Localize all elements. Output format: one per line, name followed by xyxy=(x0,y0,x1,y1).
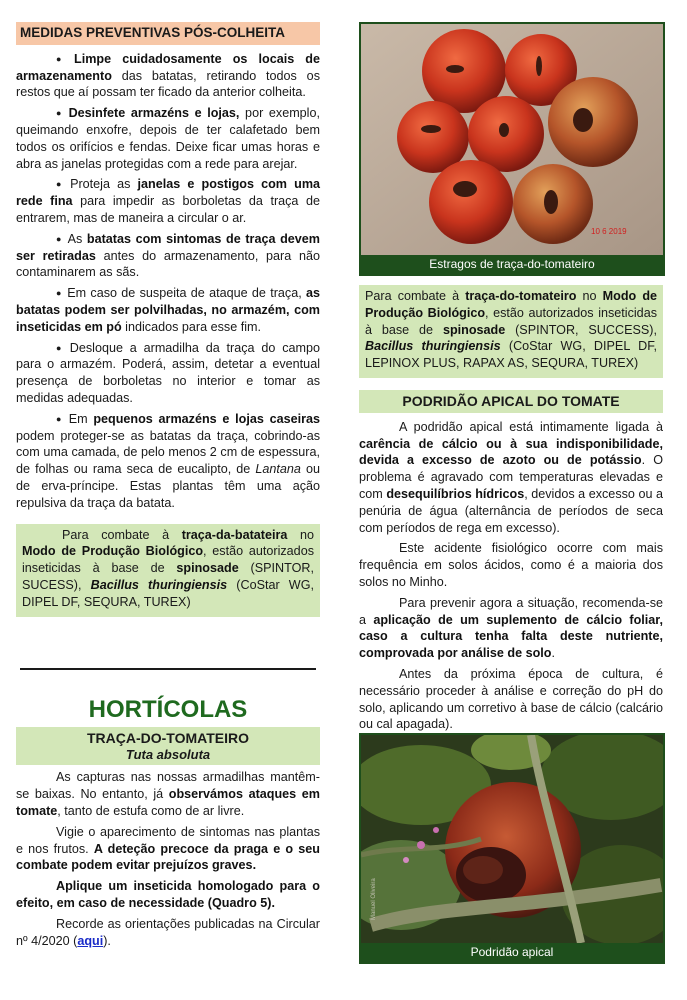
blossom-end-rot-section xyxy=(359,390,663,737)
paragraph-dust-insecticide: ● Em caso de suspeita de ataque de traça, as batatas podem ser polvilhadas, no armazém, com inseticidas em pó indicados para esse fim. xyxy=(16,285,320,335)
paragraph-move-trap: ● Desloque a armadilha da traça do campo para o armazém. Poderá, assim, detetar a eventual presença de borboletas no interior e tomar as medidas adequadas. xyxy=(16,340,320,407)
paragraph-captures: As capturas nas nossas armadilhas mantêm-se baixas. No entanto, já observámos ataques em tomate, tanto de estufa como de ar livre. xyxy=(16,770,320,818)
paragraph-acid-soils: Este acidente fisiológico ocorre com mais frequência em solos ácidos, como é a maioria dos solos no Minho. xyxy=(359,541,663,589)
tomato-moth-species: Tuta absoluta xyxy=(125,746,211,762)
blossom-end-rot-heading: PODRIDÃO APICAL DO TOMATE xyxy=(359,390,663,413)
paragraph-next-season: Antes da próxima época de cultura, é necessário proceder à análise e correção do pH do solo, aplicando um corretivo à base de cálcio (calcário ou cal apagada). xyxy=(359,666,663,732)
bullet-icon xyxy=(56,286,67,300)
section-title: HORTÍCOLAS xyxy=(88,696,248,723)
organic-potato-moth-box xyxy=(16,524,320,617)
date-stamp: 10 6 2019 xyxy=(591,227,627,236)
paragraph-calcium: A podridão apical está intimamente ligada à carência de cálcio ou à sua indisponibilidade, devida a excesso de azoto ou de potássio. O problema é agravado com temperaturas elevadas e com desequilíbrios hídricos, devidos a excesso ou a penúria de água (alternância de períodos de seca com períodos de rega em excesso). xyxy=(359,419,663,535)
tomato-moth-title: TRAÇA-DO-TOMATEIRO xyxy=(86,729,250,746)
photo1-caption: Estragos de traça-do-tomateiro xyxy=(361,255,663,274)
tomato-moth-heading xyxy=(16,727,320,766)
paragraph-disinfect: ● Desinfete armazéns e lojas, por exemplo, queimando enxofre, depois de ter calafetado bem todos os orifícios e fendas. Deixe ficar umas horas e abra as janelas protegidas com a rede para arejar. xyxy=(16,105,320,172)
paragraph-watch-symptoms: Vigie o aparecimento de sintomas nas plantas e nos frutos. A deteção precoce da praga e o seu combate podem evitar prejuízos graves. xyxy=(16,824,320,873)
bullet-icon xyxy=(56,106,69,120)
paragraph-prevent: Para prevenir agora a situação, recomenda-se a aplicação de um suplemento de cálcio foliar, caso a cultura tenha falta deste nutriente, comprovada por análise de solo. xyxy=(359,595,663,661)
paragraph-remove-potatoes: ● As batatas com sintomas de traça devem ser retiradas antes do armazenamento, para não contaminarem as sãs. xyxy=(16,231,320,281)
photo2-caption: Podridão apical xyxy=(361,943,663,962)
paragraph-protect-windows: ● Proteja as janelas e postigos com uma rede fina para impedir as borboletas da traça de entrarem, mas de maneira a circular o ar. xyxy=(16,176,320,226)
paragraph-apply-insecticide: Aplique um inseticida homologado para o efeito, em caso de necessidade (Quadro 5). xyxy=(16,879,320,910)
tomato-moth-damage-photo xyxy=(359,22,665,276)
blossom-end-rot-photo xyxy=(359,733,665,964)
rotten-tomato-image xyxy=(361,735,663,943)
paragraph-circular: Recorde as orientações publicadas na Circular nº 4/2020 (aqui). xyxy=(16,916,320,948)
bullet-icon xyxy=(56,412,69,426)
left-column xyxy=(16,22,320,617)
horticulture-section xyxy=(16,696,320,953)
bullet-icon xyxy=(56,177,70,191)
bullet-icon xyxy=(56,232,68,246)
paragraph-clean-storage: ● Limpe cuidadosamente os locais de armazenamento das batatas, retirando todos os restos que aí possam ter ficado da anterior colheita. xyxy=(16,51,320,101)
organic-tomato-moth-box xyxy=(359,285,663,378)
circular-link[interactable]: aqui xyxy=(77,933,104,948)
post-harvest-heading: MEDIDAS PREVENTIVAS PÓS-COLHEITA xyxy=(16,22,320,45)
bullet-icon xyxy=(56,52,74,66)
tomatoes-image xyxy=(361,24,663,255)
organic-tomato-moth-text: Para combate à traça-do-tomateiro no Modo de Produção Biológico, estão autorizados inseticidas à base de spinosade (SPINTOR, SUCCESS), Bacillus thuringiensis (CoStar WG, DIPEL DF, LEPINOX PLUS, RAPAX AS, SEQURA, TUREX) xyxy=(365,289,658,371)
bullet-icon xyxy=(56,341,70,355)
paragraph-small-stores: ● Em pequenos armazéns e lojas caseiras podem proteger-se as batatas da traça, cobrindo-as com uma camada, de pelo menos 2 cm de espessura, de folhas ou rama seca de eucalipto, de Lantana ou de erva-príncipe. Estas plantas têm uma ação repulsiva da traça da batata. xyxy=(16,411,320,512)
section-divider xyxy=(20,668,316,670)
photo-credit: Manuel Oliveira xyxy=(371,878,377,920)
organic-potato-moth-text: Para combate à traça-da-batateira no Modo de Produção Biológico, estão autorizados inseticidas à base de spinosade (SPINTOR, SUCESS), Bacillus thuringiensis (CoStar WG, DIPEL DF, SEQURA, TUREX) xyxy=(22,527,314,609)
